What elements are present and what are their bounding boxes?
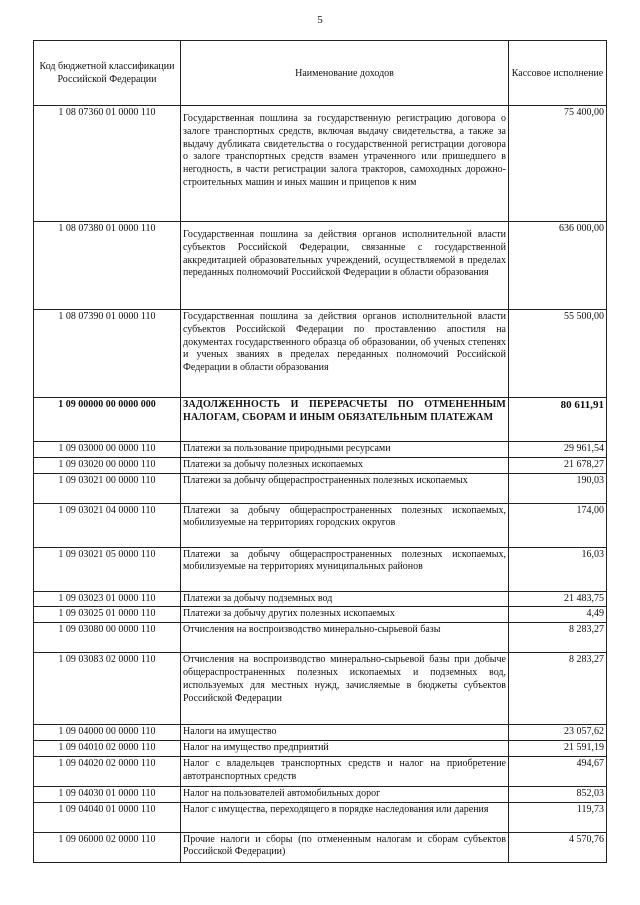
row-code: 1 09 03020 00 0000 110 [34, 457, 181, 473]
row-name: Платежи за пользование природными ресурсами [181, 442, 509, 458]
row-name: Государственная пошлина за действия органов исполнительной власти субъектов Российской Федерации, связанные с государственной аккредитацией образовательных учреждений, осуществляемой в пределах переданных полномочий Российской Федерации в области образования [181, 222, 509, 310]
row-code: 1 09 03021 00 0000 110 [34, 473, 181, 503]
row-amount: 4 570,76 [509, 832, 607, 862]
row-name: Платежи за добычу общераспространенных полезных ископаемых, мобилизуемые на территориях городских округов [181, 503, 509, 547]
row-amount: 119,73 [509, 802, 607, 832]
row-name: Налоги на имущество [181, 725, 509, 741]
table-row [34, 106, 607, 222]
header-name: Наименование доходов [181, 41, 509, 106]
row-amount: 23 057,62 [509, 725, 607, 741]
table-header-row [34, 41, 607, 106]
row-name: Платежи за добычу полезных ископаемых [181, 457, 509, 473]
table-row [34, 653, 607, 725]
table-row [34, 725, 607, 741]
row-code: 1 09 03080 00 0000 110 [34, 623, 181, 653]
table-row [34, 457, 607, 473]
row-code: 1 09 00000 00 0000 000 [34, 398, 181, 442]
row-name: ЗАДОЛЖЕННОСТЬ И ПЕРЕРАСЧЕТЫ ПО ОТМЕНЕННЫМ НАЛОГАМ, СБОРАМ И ИНЫМ ОБЯЗАТЕЛЬНЫМ ПЛАТЕЖАМ [181, 398, 509, 442]
table-row [34, 442, 607, 458]
row-code: 1 09 04000 00 0000 110 [34, 725, 181, 741]
table-row [34, 756, 607, 786]
header-amount: Кассовое исполнение [509, 41, 607, 106]
table-row [34, 802, 607, 832]
row-code: 1 09 06000 02 0000 110 [34, 832, 181, 862]
table-row [34, 503, 607, 547]
row-code: 1 09 03021 05 0000 110 [34, 547, 181, 591]
table-row-section [34, 398, 607, 442]
row-name: Платежи за добычу общераспространенных полезных ископаемых, мобилизуемые на территориях муниципальных районов [181, 547, 509, 591]
row-name: Налог с имущества, переходящего в порядке наследования или дарения [181, 802, 509, 832]
row-amount: 16,03 [509, 547, 607, 591]
row-code: 1 08 07390 01 0000 110 [34, 310, 181, 398]
row-amount: 852,03 [509, 786, 607, 802]
row-code: 1 09 04040 01 0000 110 [34, 802, 181, 832]
row-name: Отчисления на воспроизводство минерально-сырьевой базы [181, 623, 509, 653]
row-code: 1 09 03025 01 0000 110 [34, 607, 181, 623]
row-code: 1 09 03023 01 0000 110 [34, 591, 181, 607]
row-amount: 8 283,27 [509, 623, 607, 653]
row-code: 1 08 07360 01 0000 110 [34, 106, 181, 222]
row-amount: 174,00 [509, 503, 607, 547]
row-name: Налог на имущество предприятий [181, 740, 509, 756]
table-row [34, 310, 607, 398]
revenue-table [33, 40, 607, 863]
row-code: 1 09 04010 02 0000 110 [34, 740, 181, 756]
row-amount: 21 483,75 [509, 591, 607, 607]
row-name: Государственная пошлина за государственную регистрацию договора о залоге транспортных средств, включая выдачу свидетельства, а также за выдачу дубликата свидетельства о государственной регистрации договора о залоге транспортных средств взамен утраченного или пришедшего в негодность, в части регистрации залога тракторов, самоходных дорожно-строительных машин и иных машин и прицепов к ним [181, 106, 509, 222]
table-row [34, 832, 607, 862]
row-amount: 75 400,00 [509, 106, 607, 222]
row-code: 1 09 03000 00 0000 110 [34, 442, 181, 458]
row-name: Прочие налоги и сборы (по отмененным налогам и сборам субъектов Российской Федерации) [181, 832, 509, 862]
row-amount: 636 000,00 [509, 222, 607, 310]
row-name: Платежи за добычу общераспространенных полезных ископаемых [181, 473, 509, 503]
table-row [34, 473, 607, 503]
table-row [34, 222, 607, 310]
row-amount: 21 678,27 [509, 457, 607, 473]
row-amount: 21 591,19 [509, 740, 607, 756]
table-row [34, 547, 607, 591]
row-amount: 4,49 [509, 607, 607, 623]
row-code: 1 09 04020 02 0000 110 [34, 756, 181, 786]
table-row [34, 607, 607, 623]
row-code: 1 09 03021 04 0000 110 [34, 503, 181, 547]
row-amount: 494,67 [509, 756, 607, 786]
table-row [34, 623, 607, 653]
row-amount: 8 283,27 [509, 653, 607, 725]
row-code: 1 09 04030 01 0000 110 [34, 786, 181, 802]
row-code: 1 09 03083 02 0000 110 [34, 653, 181, 725]
table-row [34, 740, 607, 756]
row-name: Налог на пользователей автомобильных дорог [181, 786, 509, 802]
row-name: Платежи за добычу других полезных ископаемых [181, 607, 509, 623]
row-amount: 55 500,00 [509, 310, 607, 398]
row-name: Государственная пошлина за действия органов исполнительной власти субъектов Российской Федерации по проставлению апостиля на документах государственного образца об образовании, об ученых степенях и ученых званиях в пределах переданных полномочий Российской Федерации в области образования [181, 310, 509, 398]
row-amount: 29 961,54 [509, 442, 607, 458]
row-amount: 80 611,91 [509, 398, 607, 442]
row-amount: 190,03 [509, 473, 607, 503]
row-code: 1 08 07380 01 0000 110 [34, 222, 181, 310]
table-row [34, 591, 607, 607]
row-name: Отчисления на воспроизводство минерально-сырьевой базы при добыче общераспространенных полезных ископаемых и подземных вод, используемых для местных нужд, зачисляемые в бюджеты субъектов Российской Федерации [181, 653, 509, 725]
header-code: Код бюджетной классификации Российской Федерации [34, 41, 181, 106]
row-name: Платежи за добычу подземных вод [181, 591, 509, 607]
table-row [34, 786, 607, 802]
page-number: 5 [317, 14, 323, 26]
row-name: Налог с владельцев транспортных средств и налог на приобретение автотранспортных средств [181, 756, 509, 786]
